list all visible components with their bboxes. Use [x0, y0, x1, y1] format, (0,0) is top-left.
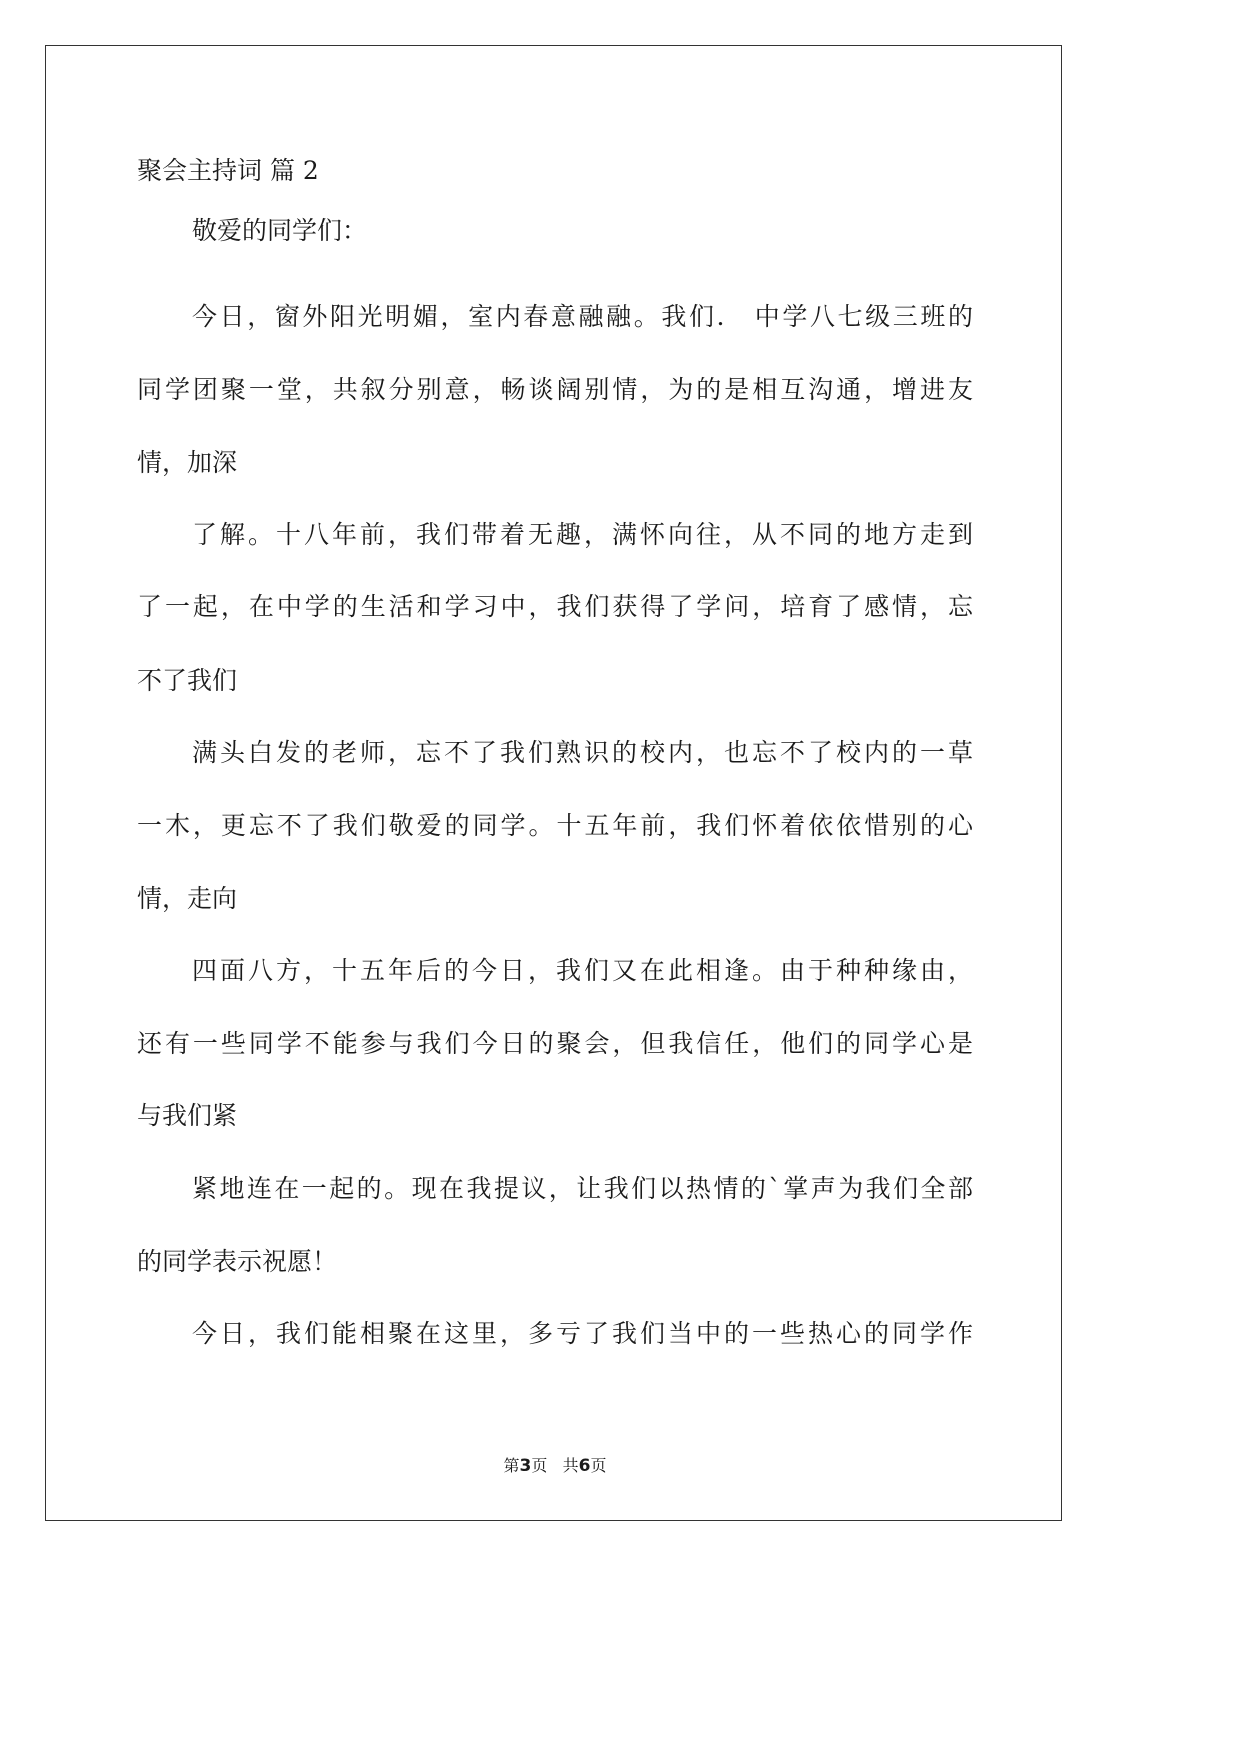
page-label-prefix: 第: [503, 1456, 520, 1475]
total-label-prefix: 共: [562, 1456, 579, 1475]
paragraph-line: 敬爱的同学们：: [192, 216, 368, 245]
paragraph-line: 与我们紧: [137, 1101, 238, 1130]
paragraph-line: 了一起，在中学的生活和学习中，我们获得了学问，培育了感情，忘: [137, 592, 973, 621]
paragraph-line: 情，加深: [137, 448, 238, 477]
paragraph-line: 情，走向: [137, 884, 238, 913]
paragraph-line: 今日，窗外阳光明媚，室内春意融融。我们． 中学八七级三班的: [192, 302, 973, 331]
paragraph-line: 今日，我们能相聚在这里，多亏了我们当中的一些热心的同学作: [192, 1319, 973, 1348]
paragraph-line: 同学团聚一堂，共叙分别意，畅谈阔别情，为的是相互沟通，增进友: [137, 375, 973, 404]
paragraph-line: 的同学表示祝愿！: [137, 1247, 338, 1276]
paragraph-line: 还有一些同学不能参与我们今日的聚会，但我信任，他们的同学心是: [137, 1029, 973, 1058]
page-border: [45, 45, 1062, 1521]
page-label-suffix: 页: [531, 1456, 548, 1475]
page-number: 3: [519, 1456, 532, 1476]
paragraph-line: 四面八方，十五年后的今日，我们又在此相逢。由于种种缘由，: [192, 956, 973, 985]
paragraph-line: 满头白发的老师，忘不了我们熟识的校内，也忘不了校内的一草: [192, 738, 973, 767]
paragraph-line: 一木，更忘不了我们敬爱的同学。十五年前，我们怀着依依惜别的心: [137, 811, 973, 840]
section-title: 聚会主持词 篇 2: [137, 156, 319, 185]
paragraph-line: 了解。十八年前，我们带着无趣，满怀向往，从不同的地方走到: [192, 520, 973, 549]
paragraph-line: 紧地连在一起的。现在我提议，让我们以热情的`掌声为我们全部: [192, 1174, 973, 1203]
page-footer: [0, 1456, 1110, 1476]
paragraph-line: 不了我们: [137, 666, 238, 695]
total-label-suffix: 页: [590, 1456, 607, 1475]
total-pages: 6: [578, 1456, 591, 1476]
